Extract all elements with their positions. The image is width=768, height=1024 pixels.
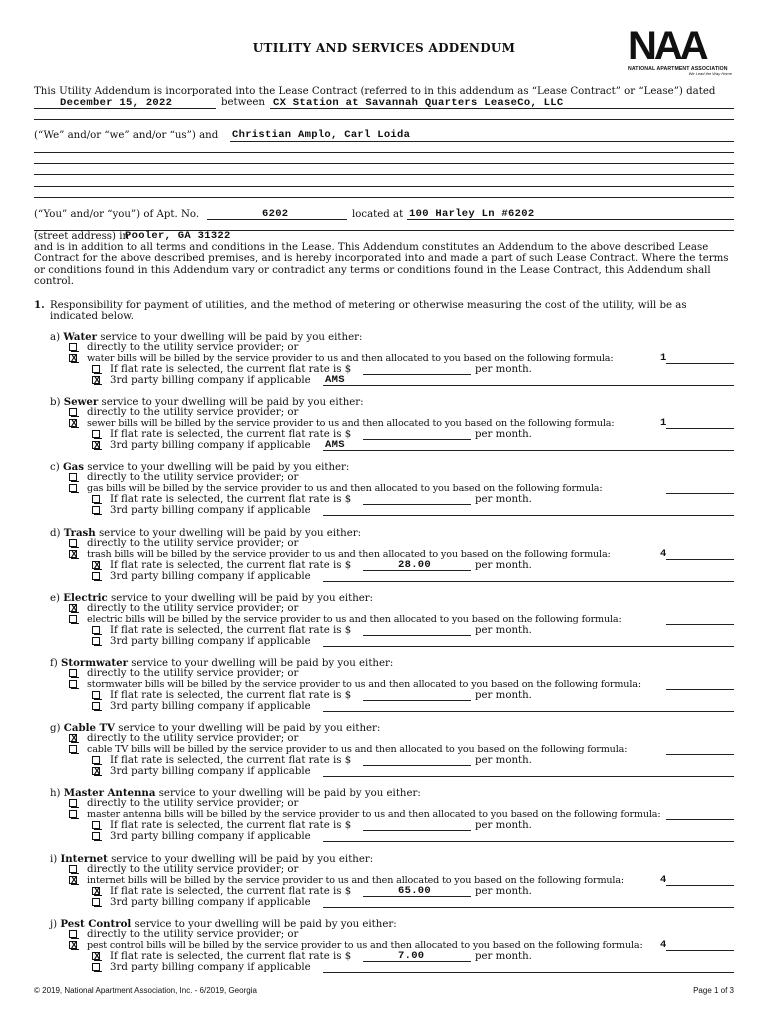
utility-name: Pest Control: [60, 917, 132, 930]
per-month-label: per month.: [475, 559, 532, 571]
billed-label: [87, 418, 614, 429]
utility-lower: electric: [87, 613, 123, 625]
document-title: UTILITY AND SERVICES ADDENDUM: [252, 41, 516, 55]
utility-letter: h): [50, 788, 61, 800]
directly-label: directly to the utility service provider; or: [87, 602, 299, 614]
formula-value: 4: [660, 547, 667, 560]
between-label: between: [221, 97, 265, 108]
flat-rate-label: If flat rate is selected, the current flat rate is $: [110, 429, 352, 441]
utility-letter: a): [50, 332, 61, 343]
we-label: (“We” and/or “we” and/or “us”) and: [34, 130, 219, 141]
billed-suffix: bills will be billed by the service provider to us and then allocated to you based on the following formula:: [164, 809, 661, 821]
billed-checkbox[interactable]: [69, 745, 77, 753]
directly-checkbox[interactable]: [69, 669, 77, 677]
directly-checkbox[interactable]: [69, 473, 77, 481]
utility-name: Electric: [63, 591, 108, 604]
third-party-checkbox[interactable]: [92, 441, 100, 449]
resident-names: Christian Amplo, Carl Loida: [232, 129, 411, 141]
flat-rate-value: 65.00: [398, 884, 432, 897]
third-party-checkbox[interactable]: [92, 898, 100, 906]
third-party-label: 3rd party billing company if applicable: [110, 505, 311, 517]
per-month-label: per month.: [475, 494, 532, 506]
service-suffix: service to your dwelling will be paid by you either:: [111, 853, 374, 865]
billed-label: [87, 809, 660, 820]
third-party-checkbox[interactable]: [92, 376, 100, 384]
flat-rate-label: If flat rate is selected, the current flat rate is $: [110, 885, 352, 897]
utility-letter: i): [50, 853, 58, 865]
directly-label: directly to the utility service provider; or: [87, 798, 299, 810]
flat-rate-value: 7.00: [398, 949, 425, 962]
third-party-checkbox[interactable]: [92, 572, 100, 580]
formula-value: 4: [660, 873, 667, 886]
third-party-checkbox[interactable]: [92, 637, 100, 645]
per-month-label: per month.: [475, 364, 532, 375]
utility-name: Stormwater: [61, 657, 128, 669]
flat-rate-label: If flat rate is selected, the current flat rate is $: [110, 624, 352, 636]
per-month-label: per month.: [475, 820, 532, 832]
directly-label: directly to the utility service provider; or: [87, 472, 299, 484]
third-party-label: 3rd party billing company if applicable: [110, 831, 311, 843]
third-party-label: 3rd party billing company if applicable: [110, 961, 311, 973]
billed-checkbox[interactable]: [69, 354, 77, 362]
flat-rate-label: If flat rate is selected, the current flat rate is $: [110, 690, 352, 701]
landlord-name: CX Station at Savannah Quarters LeaseCo, LLC: [273, 97, 564, 109]
directly-label: directly to the utility service provider; or: [87, 928, 299, 940]
per-month-label: per month.: [475, 624, 532, 636]
directly-checkbox[interactable]: [69, 799, 77, 807]
directly-label: directly to the utility service provider; or: [87, 733, 299, 745]
section-text-line2: indicated below.: [50, 311, 134, 322]
logo-name: NATIONAL APARTMENT ASSOCIATION: [628, 66, 728, 72]
logo-tagline: We Lead the Way Home: [688, 71, 732, 76]
third-party-label: 3rd party billing company if applicable: [110, 896, 311, 908]
directly-checkbox[interactable]: [69, 930, 77, 938]
third-party-value: AMS: [325, 374, 345, 386]
utility-lower: stormwater: [87, 679, 142, 690]
utility-lower: internet: [87, 874, 125, 886]
third-party-checkbox[interactable]: [92, 832, 100, 840]
directly-label: directly to the utility service provider; or: [87, 342, 299, 353]
service-suffix: service to your dwelling will be paid by you either:: [100, 332, 363, 343]
third-party-checkbox[interactable]: [92, 767, 100, 775]
utility-letter: e): [50, 592, 61, 604]
utility-name: Trash: [63, 526, 96, 539]
intro-body: and is in addition to all terms and conditions in the Lease. This Addendum constitutes an Addendum to the above described Lease Contract for the above described premises, and is hereby incorporated into and made a part of such Lease Contract. Where the terms or conditions found in this Addendum vary or contradict any terms or conditions found in the Lease Contract, this Addendum shall control.: [34, 242, 729, 288]
flat-rate-checkbox[interactable]: [92, 495, 100, 503]
you-label: (“You” and/or “you”) of Apt. No.: [34, 209, 200, 220]
utility-name: Sewer: [63, 396, 99, 409]
third-party-label: 3rd party billing company if applicable: [110, 635, 311, 647]
billed-checkbox[interactable]: [69, 810, 77, 818]
flat-rate-checkbox[interactable]: [92, 691, 100, 699]
service-suffix: service to your dwelling will be paid by you either:: [131, 658, 394, 669]
directly-checkbox[interactable]: [69, 604, 77, 612]
utility-letter: g): [50, 723, 61, 735]
billed-suffix: bills will be billed by the service provider to us and then allocated to you based on the following formula:: [127, 874, 624, 886]
utility-letter: j): [50, 918, 58, 930]
flat-rate-checkbox[interactable]: [92, 626, 100, 634]
billed-checkbox[interactable]: [69, 941, 77, 949]
utility-name: Master Antenna: [63, 787, 156, 800]
service-suffix: service to your dwelling will be paid by you either:: [134, 918, 397, 930]
billed-checkbox[interactable]: [69, 550, 77, 558]
formula-value: 1: [660, 352, 667, 364]
utility-letter: f): [50, 658, 58, 669]
per-month-label: per month.: [475, 885, 532, 897]
utility-lower: sewer: [87, 418, 116, 430]
billed-label: [87, 549, 611, 560]
logo-mark: NAA: [628, 24, 706, 68]
flat-rate-label: If flat rate is selected, the current flat rate is $: [110, 950, 352, 962]
third-party-label: 3rd party billing company if applicable: [110, 766, 311, 778]
billed-label: [87, 744, 627, 755]
billed-checkbox[interactable]: [69, 680, 77, 688]
intro-line1: This Utility Addendum is incorporated into the Lease Contract (referred to in this addendum as “Lease Contract” or “Lease”) dated: [34, 86, 716, 97]
third-party-checkbox[interactable]: [92, 963, 100, 971]
directly-label: directly to the utility service provider; or: [87, 863, 299, 875]
flat-rate-label: If flat rate is selected, the current flat rate is $: [110, 494, 352, 506]
billed-checkbox[interactable]: [69, 876, 77, 884]
utility-name: Gas: [62, 461, 84, 474]
billed-checkbox[interactable]: [69, 419, 77, 427]
apt-number: 6202: [262, 208, 289, 220]
billed-suffix: bills will be billed by the service provider to us and then allocated to you based on the following formula:: [118, 418, 615, 430]
flat-rate-label: If flat rate is selected, the current flat rate is $: [110, 559, 352, 571]
billed-label: [87, 353, 613, 364]
naa-logo: [628, 26, 738, 76]
flat-rate-label: If flat rate is selected, the current flat rate is $: [110, 364, 352, 375]
formula-value: 4: [660, 938, 667, 951]
service-suffix: service to your dwelling will be paid by you either:: [101, 397, 364, 409]
directly-checkbox[interactable]: [69, 865, 77, 873]
directly-checkbox[interactable]: [69, 343, 77, 351]
service-suffix: service to your dwelling will be paid by you either:: [87, 462, 350, 474]
service-suffix: service to your dwelling will be paid by you either:: [98, 527, 362, 539]
utility-letter: c): [50, 462, 60, 474]
utility-name: Internet: [60, 852, 108, 865]
billed-checkbox[interactable]: [69, 615, 77, 623]
flat-rate-checkbox[interactable]: [92, 821, 100, 829]
directly-label: directly to the utility service provider; or: [87, 537, 299, 549]
section-number: 1.: [34, 299, 45, 311]
utility-letter: d): [50, 527, 61, 539]
flat-rate-checkbox[interactable]: [92, 365, 100, 373]
utility-lower: gas: [87, 483, 104, 495]
located-at-label: located at: [352, 209, 404, 220]
flat-rate-checkbox[interactable]: [92, 561, 100, 569]
third-party-checkbox[interactable]: [92, 506, 100, 514]
billed-label: [87, 679, 641, 690]
third-party-label: 3rd party billing company if applicable: [110, 375, 311, 386]
third-party-checkbox[interactable]: [92, 702, 100, 710]
footer-page-number: Page 1 of 3: [693, 986, 734, 995]
per-month-label: per month.: [475, 950, 532, 962]
directly-checkbox[interactable]: [69, 408, 77, 416]
utility-lower: trash: [87, 548, 112, 560]
billed-suffix: bills will be billed by the service provider to us and then allocated to you based on the following formula:: [131, 744, 628, 756]
flat-rate-checkbox[interactable]: [92, 952, 100, 960]
service-suffix: service to your dwelling will be paid by you either:: [110, 592, 374, 604]
utility-lower: pest control: [87, 939, 144, 951]
billed-suffix: bills will be billed by the service provider to us and then allocated to you based on the following formula:: [114, 548, 611, 560]
utility-lower: cable TV: [87, 744, 129, 756]
utility-lower: water: [87, 353, 115, 364]
directly-checkbox[interactable]: [69, 734, 77, 742]
footer-copyright: © 2019, National Apartment Association, Inc. - 6/2019, Georgia: [34, 986, 257, 995]
billed-label: [87, 483, 602, 494]
billed-suffix: bills will be billed by the service provider to us and then allocated to you based on the following formula:: [146, 939, 643, 951]
billed-label: [87, 940, 643, 951]
flat-rate-checkbox[interactable]: [92, 756, 100, 764]
billed-suffix: bills will be billed by the service provider to us and then allocated to you based on the following formula:: [125, 613, 622, 625]
per-month-label: per month.: [475, 755, 532, 767]
street-address: 100 Harley Ln #6202: [409, 208, 535, 220]
utility-lower: master antenna: [87, 809, 162, 821]
flat-rate-label: If flat rate is selected, the current flat rate is $: [110, 755, 352, 767]
formula-value: 1: [660, 417, 667, 430]
section-text-line1: Responsibility for payment of utilities, and the method of metering or otherwise measuring the cost of the utility, will be as: [50, 300, 687, 311]
billed-label: [87, 875, 624, 886]
per-month-label: per month.: [475, 429, 532, 441]
directly-label: directly to the utility service provider; or: [87, 407, 299, 419]
directly-checkbox[interactable]: [69, 539, 77, 547]
billed-checkbox[interactable]: [69, 484, 77, 492]
street-label: (street address) in: [34, 231, 130, 242]
billed-label: [87, 614, 622, 625]
billed-suffix: bills will be billed by the service provider to us and then allocated to you based on the following formula:: [144, 679, 641, 690]
billed-suffix: bills will be billed by the service provider to us and then allocated to you based on the following formula:: [106, 483, 603, 495]
city-state-zip: Pooler, GA 31322: [125, 230, 231, 242]
lease-date: December 15, 2022: [60, 97, 173, 109]
third-party-value: AMS: [325, 439, 345, 452]
service-suffix: service to your dwelling will be paid by you either:: [118, 723, 381, 735]
utility-letter: b): [50, 397, 61, 409]
per-month-label: per month.: [475, 690, 532, 701]
third-party-label: 3rd party billing company if applicable: [110, 570, 311, 582]
flat-rate-checkbox[interactable]: [92, 430, 100, 438]
third-party-label: 3rd party billing company if applicable: [110, 701, 311, 712]
billed-suffix: bills will be billed by the service provider to us and then allocated to you based on the following formula:: [117, 353, 614, 364]
third-party-label: 3rd party billing company if applicable: [110, 440, 311, 452]
flat-rate-value: 28.00: [398, 558, 432, 571]
flat-rate-checkbox[interactable]: [92, 887, 100, 895]
utility-name: Water: [63, 331, 98, 343]
utility-name: Cable TV: [63, 722, 115, 735]
directly-label: directly to the utility service provider; or: [87, 668, 299, 679]
service-suffix: service to your dwelling will be paid by you either:: [158, 788, 421, 800]
flat-rate-label: If flat rate is selected, the current flat rate is $: [110, 820, 352, 832]
